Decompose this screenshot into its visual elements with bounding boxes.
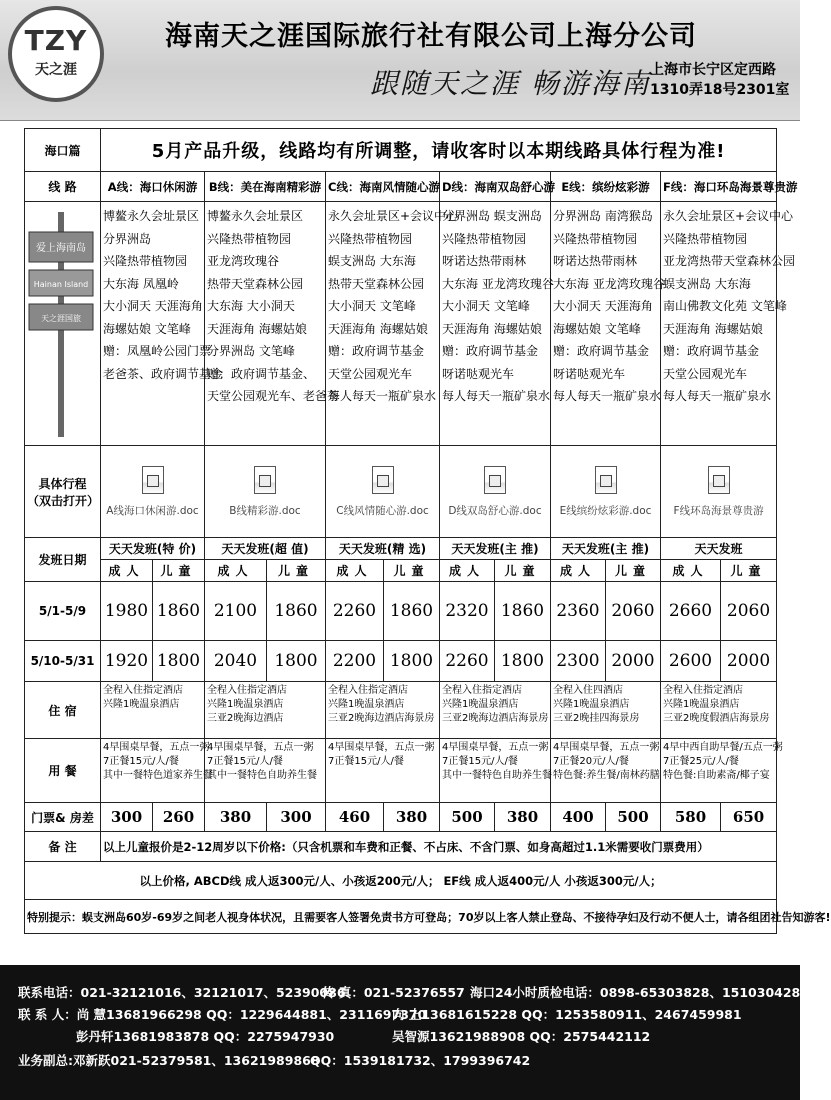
deputy-manager: 业务副总:邓新跃021-52379581、13621989868 (18, 1053, 320, 1068)
child-header: 儿童 (495, 560, 551, 582)
meal-line: 7正餐25元/人/餐 (663, 756, 739, 767)
address-line-2: 1310弄18号2301室 (650, 82, 790, 98)
hotel-info (440, 682, 551, 739)
hotel-info (205, 682, 326, 739)
route-stop: 大东海 大小洞天 (207, 299, 295, 313)
route-stop: 大小洞天 文笔峰 (442, 299, 530, 313)
company-name: 海南天之涯国际旅行社有限公司上海分公司 (165, 21, 697, 52)
contact-1: 联 系 人：尚 慧13681966298 QQ：1229644881、2311697370 (18, 1007, 427, 1022)
price-child-late: 1800 (384, 641, 440, 682)
region-label: 海口篇 (25, 129, 101, 172)
hotel-line: 兴隆1晚温泉酒店 (663, 699, 740, 710)
price-adult-early: 1980 (101, 582, 153, 641)
route-stop: 每人每天一瓶矿泉水 (442, 389, 551, 403)
sign-text-3: 天之涯国旅 (41, 314, 81, 323)
route-stop: 赠：政府调节基金 (442, 344, 539, 358)
route-stops (661, 202, 796, 446)
itinerary-doc-link[interactable] (551, 446, 661, 538)
route-stop: 分界洲岛 文笔峰 (207, 344, 295, 358)
price-child-early: 1860 (267, 582, 326, 641)
route-stop: 海螺姑娘 文笔峰 (103, 321, 191, 336)
doc-file-icon[interactable] (254, 466, 276, 494)
period-2: 5/10-5/31 (25, 641, 101, 682)
price-adult-late: 1920 (101, 641, 153, 682)
doc-filename: F线环岛海景尊贵游 (673, 504, 764, 517)
doc-filename: C线风情随心游.doc (336, 504, 429, 517)
special-notice: 特别提示：蜈支洲岛60岁-69岁之间老人视身体状况，且需要客人签署免责书方可登岛；70岁以上客人禁止登岛、不接待孕妇及行动不便人士，请各组团社告知游客! (25, 900, 777, 934)
itinerary-doc-link[interactable] (101, 446, 205, 538)
meal-line: 4早围桌早餐，五点一粥 (442, 742, 549, 753)
hotel-line: 全程入住指定酒店 (442, 685, 522, 696)
sign-text-2: Hainan Island (33, 280, 89, 289)
hotel-line: 兴隆1晚温泉酒店 (442, 699, 519, 710)
price-adult-early: 2660 (661, 582, 721, 641)
contact-2: 向 上13681615228 QQ：1253580911、2467459981 (392, 1007, 742, 1022)
update-banner: 5月产品升级，线路均有所调整，请收客时以本期线路具体行程为准! (101, 129, 777, 172)
meal-line: 4早围桌早餐，五点一粥 (103, 742, 210, 753)
meal-line: 7正餐15元/人/餐 (328, 756, 404, 767)
price-adult-late: 2600 (661, 641, 721, 682)
route-stop: 天堂公园观光车、老爸茶 (207, 389, 340, 403)
meal-label: 用 餐 (25, 739, 101, 803)
route-stop: 天堂公园观光车 (328, 366, 413, 381)
signpost-graphic (25, 202, 99, 442)
product-table (24, 128, 831, 934)
route-stops (440, 202, 554, 446)
rebate-text: 以上价格, ABCD线 成人返300元/人、小孩返200元/人； EF线 成人返400元/人 小孩返300元/人； (25, 862, 777, 900)
hotel-line: 全程入住指定酒店 (328, 685, 408, 696)
address-line-1: 上海市长宁区定西路 (650, 62, 776, 78)
hotline: 海口24小时质检电话：0898-65303828、15103042891 (470, 985, 818, 1000)
route-title: D线：海南双岛舒心游 (440, 172, 551, 202)
company-address (650, 60, 789, 100)
route-stop: 海螺姑娘 文笔峰 (553, 321, 641, 336)
route-stop: 赠：政府调节基金 (553, 344, 650, 358)
itinerary-doc-link[interactable] (440, 446, 551, 538)
doc-filename: B线精彩游.doc (229, 504, 301, 517)
schedule-label: 发班日期 (25, 538, 101, 582)
doc-file-icon[interactable] (484, 466, 506, 494)
signpost-image (25, 202, 101, 446)
route-stop: 大东海 凤凰岭 (103, 276, 179, 291)
price-adult-late: 2260 (440, 641, 495, 682)
room-supplement: 260 (153, 803, 205, 832)
gate-fee: 400 (551, 803, 606, 832)
itinerary-label-1: 具体行程 (38, 476, 87, 491)
child-header: 儿童 (153, 560, 205, 582)
route-title: C线：海南风情随心游 (326, 172, 440, 202)
gate-fee: 580 (661, 803, 721, 832)
route-stop: 博鳌永久会址景区 (207, 209, 304, 223)
route-stop: 分界洲岛 南湾猴岛 (553, 209, 653, 223)
doc-file-icon[interactable] (708, 466, 730, 494)
schedule-frequency: 天天发班(主 推) (440, 538, 551, 560)
adult-header: 成人 (326, 560, 384, 582)
hotel-line: 全程入住指定酒店 (103, 685, 183, 696)
meal-info (205, 739, 326, 803)
price-child-early: 1860 (495, 582, 551, 641)
route-stops (205, 202, 340, 446)
price-child-early: 2060 (606, 582, 661, 641)
route-title: A线：海口休闲游 (101, 172, 205, 202)
route-title: F线：海口环岛海景尊贵游 (661, 172, 777, 202)
itinerary-doc-link[interactable] (326, 446, 440, 538)
route-stops (551, 202, 665, 446)
hotel-info (551, 682, 661, 739)
adult-header: 成人 (551, 560, 606, 582)
route-stop: 永久会址景区+会议中心 (328, 209, 459, 223)
route-stop: 兴隆热带植物园 (663, 231, 748, 246)
route-label: 线 路 (25, 172, 101, 202)
hotel-info (661, 682, 777, 739)
contact-footer (0, 965, 818, 1100)
meal-info (326, 739, 440, 803)
gate-fee: 460 (326, 803, 384, 832)
route-stop: 南山佛教文化苑 文笔峰 (663, 299, 787, 313)
adult-header: 成人 (440, 560, 495, 582)
gate-fee: 380 (205, 803, 267, 832)
meal-line: 4早围桌早餐，五点一粥 (553, 742, 660, 753)
price-adult-early: 2320 (440, 582, 495, 641)
child-header: 儿童 (384, 560, 440, 582)
child-header: 儿童 (721, 560, 777, 582)
doc-filename: A线海口休闲游.doc (106, 504, 199, 517)
remarks-text: 以上儿童报价是2-12周岁以下价格:（只含机票和车费和正餐、不占床、不含门票、如身高超过1.1米需要收门票费用） (101, 832, 777, 862)
route-stop: 大小洞天 天涯海角 (553, 299, 653, 313)
route-stop: 亚龙湾热带天堂森林公园 (663, 254, 796, 268)
period-1: 5/1-5/9 (25, 582, 101, 641)
route-stop: 天涯海角 海螺姑娘 (663, 321, 763, 336)
route-title: E线：缤纷炫彩游 (551, 172, 661, 202)
gate-fee: 500 (440, 803, 495, 832)
meal-line: 特色餐:自助素斋/椰子宴 (663, 770, 770, 781)
hotel-line: 三亚2晚挂四海景房 (553, 713, 640, 724)
sign-text-1: 爱上海南岛 (36, 243, 86, 254)
meal-line: 4早围桌早餐，五点一粥 (207, 742, 314, 753)
schedule-frequency: 天天发班(特 价) (101, 538, 205, 560)
meal-line: 7正餐15元/人/餐 (103, 756, 179, 767)
meal-info (101, 739, 213, 803)
route-stop: 大小洞天 文笔峰 (328, 299, 416, 313)
route-stop: 天涯海角 海螺姑娘 (207, 321, 307, 336)
meal-line: 4早中西自助早餐/五点一粥 (663, 742, 783, 753)
room-supplement: 500 (606, 803, 661, 832)
hotel-line: 兴隆1晚温泉酒店 (328, 699, 405, 710)
meal-line: 7正餐15元/人/餐 (207, 756, 283, 767)
itinerary-doc-link[interactable] (661, 446, 777, 538)
hotel-info (326, 682, 440, 739)
doc-file-icon[interactable] (595, 466, 617, 494)
route-stop: 呀诺达热带雨林 (442, 254, 527, 268)
route-stop: 每人每天一瓶矿泉水 (553, 389, 662, 403)
adult-header: 成人 (101, 560, 153, 582)
route-stop: 兴隆热带植物园 (553, 231, 638, 246)
hotel-line: 三亚2晚海边酒店海景房 (328, 713, 435, 724)
meal-line: 其中一餐特色道家养生餐 (103, 770, 213, 781)
deputy-qq: QQ：1539181732、1799396742 (310, 1053, 531, 1068)
route-stop: 蜈支洲岛 大东海 (663, 276, 751, 291)
route-stop: 分界洲岛 (103, 231, 152, 246)
price-child-late: 1800 (267, 641, 326, 682)
hotel-line: 三亚2晚海边酒店海景房 (442, 713, 549, 724)
meal-line: 4早围桌早餐，五点一粥 (328, 742, 435, 753)
route-stop: 呀诺哒观光车 (442, 366, 515, 381)
route-stop: 兴隆热带植物园 (103, 254, 188, 268)
child-header: 儿童 (267, 560, 326, 582)
gate-fee: 300 (101, 803, 153, 832)
schedule-frequency: 天天发班 (661, 538, 777, 560)
contact-4: 吴智源13621988908 QQ：2575442112 (392, 1029, 651, 1044)
price-adult-early: 2100 (205, 582, 267, 641)
adult-header: 成人 (661, 560, 721, 582)
route-stop: 兴隆热带植物园 (328, 231, 413, 246)
meal-line: 7正餐15元/人/餐 (442, 756, 518, 767)
route-stop: 每人每天一瓶矿泉水 (663, 389, 772, 403)
doc-file-icon[interactable] (372, 466, 394, 494)
price-child-early: 1860 (153, 582, 205, 641)
route-stop: 每人每天一瓶矿泉水 (328, 389, 437, 403)
meal-line: 7正餐20元/人/餐 (553, 756, 629, 767)
meal-info (661, 739, 783, 803)
schedule-frequency: 天天发班(精 选) (326, 538, 440, 560)
doc-filename: E线缤纷炫彩游.doc (559, 504, 652, 517)
route-title: B线：美在海南精彩游 (205, 172, 326, 202)
price-child-early: 1860 (384, 582, 440, 641)
route-stop: 赠：政府调节基金 (328, 344, 425, 358)
itinerary-label (25, 446, 101, 538)
route-stops (326, 202, 459, 446)
phone: 联系电话：021-32121016、32121017、52390086 (18, 985, 346, 1000)
company-logo (8, 6, 104, 102)
contact-3: 彭丹轩13681983878 QQ：2275947930 (76, 1029, 335, 1044)
gate-label: 门票& 房差 (25, 803, 101, 832)
fax: 传 真：021-52376557 (322, 985, 465, 1000)
itinerary-doc-link[interactable] (205, 446, 326, 538)
route-stop: 大东海 亚龙湾玫瑰谷 (442, 276, 554, 291)
route-stop: 天涯海角 海螺姑娘 (328, 321, 428, 336)
route-stop: 赠：政府调节基金 (663, 344, 760, 358)
hotel-line: 全程入住指定酒店 (663, 685, 743, 696)
room-supplement: 300 (267, 803, 326, 832)
route-stop: 天涯海角 海螺姑娘 (442, 321, 542, 336)
meal-line: 其中一餐特色自助养生餐 (442, 770, 552, 781)
route-stop: 赠：政府调节基金、 (207, 366, 316, 381)
price-child-early: 2060 (721, 582, 777, 641)
schedule-frequency: 天天发班(超 值) (205, 538, 326, 560)
hotel-label: 住 宿 (25, 682, 101, 739)
room-supplement: 650 (721, 803, 777, 832)
price-adult-early: 2260 (326, 582, 384, 641)
price-child-late: 1800 (495, 641, 551, 682)
route-stop: 永久会址景区+会议中心 (663, 209, 794, 223)
header-banner (0, 0, 800, 121)
itinerary-label-2: （双击打开） (27, 493, 100, 508)
meal-line: 其中一餐特色自助养生餐 (207, 770, 317, 781)
meal-info (440, 739, 551, 803)
route-stop: 赠：凤凰岭公园门票 (103, 344, 212, 358)
route-stop: 大东海 亚龙湾玫瑰谷 (553, 276, 665, 291)
room-supplement: 380 (384, 803, 440, 832)
route-stop: 热带天堂森林公园 (328, 276, 425, 291)
meal-line: 特色餐:养生餐/南林药膳 (553, 770, 660, 781)
logo-cn: 天之涯 (35, 62, 77, 78)
hotel-line: 全程入住指定酒店 (207, 685, 287, 696)
price-child-late: 2000 (721, 641, 777, 682)
route-stop: 大小洞天 天涯海角 (103, 299, 203, 313)
doc-filename: D线双岛舒心游.doc (448, 504, 542, 517)
slogan: 跟随天之涯 畅游海南 (370, 67, 651, 100)
hotel-line: 兴隆1晚温泉酒店 (103, 699, 180, 710)
route-stop: 分界洲岛 蜈支洲岛 (442, 209, 542, 223)
doc-file-icon[interactable] (142, 466, 164, 494)
hotel-line: 兴隆1晚温泉酒店 (553, 699, 630, 710)
hotel-line: 兴隆1晚温泉酒店 (207, 699, 284, 710)
price-adult-late: 2040 (205, 641, 267, 682)
remarks-label: 备 注 (25, 832, 101, 862)
hotel-line: 三亚2晚度假酒店海景房 (663, 713, 770, 724)
route-stop: 博鳌永久会址景区 (103, 209, 200, 223)
route-stop: 兴隆热带植物园 (207, 231, 292, 246)
price-adult-early: 2360 (551, 582, 606, 641)
adult-header: 成人 (205, 560, 267, 582)
route-stop: 热带天堂森林公园 (207, 276, 304, 291)
child-header: 儿童 (606, 560, 661, 582)
route-stop: 呀诺达热带雨林 (553, 254, 638, 268)
route-stops (101, 202, 224, 446)
route-stop: 兴隆热带植物园 (442, 231, 527, 246)
price-adult-late: 2300 (551, 641, 606, 682)
price-adult-late: 2200 (326, 641, 384, 682)
logo-text: TZY (24, 24, 88, 57)
price-child-late: 2000 (606, 641, 661, 682)
route-stop: 亚龙湾玫瑰谷 (207, 254, 280, 268)
meal-info (551, 739, 661, 803)
hotel-info (101, 682, 205, 739)
hotel-line: 三亚2晚海边酒店 (207, 713, 284, 724)
route-stop: 老爸茶、政府调节基金 (103, 366, 224, 381)
schedule-frequency: 天天发班(主 推) (551, 538, 661, 560)
hotel-line: 全程入住四酒店 (553, 685, 623, 696)
route-stop: 呀诺哒观光车 (553, 366, 626, 381)
route-stop: 天堂公园观光车 (663, 366, 748, 381)
price-child-late: 1800 (153, 641, 205, 682)
room-supplement: 380 (495, 803, 551, 832)
route-stop: 蜈支洲岛 大东海 (328, 254, 416, 268)
